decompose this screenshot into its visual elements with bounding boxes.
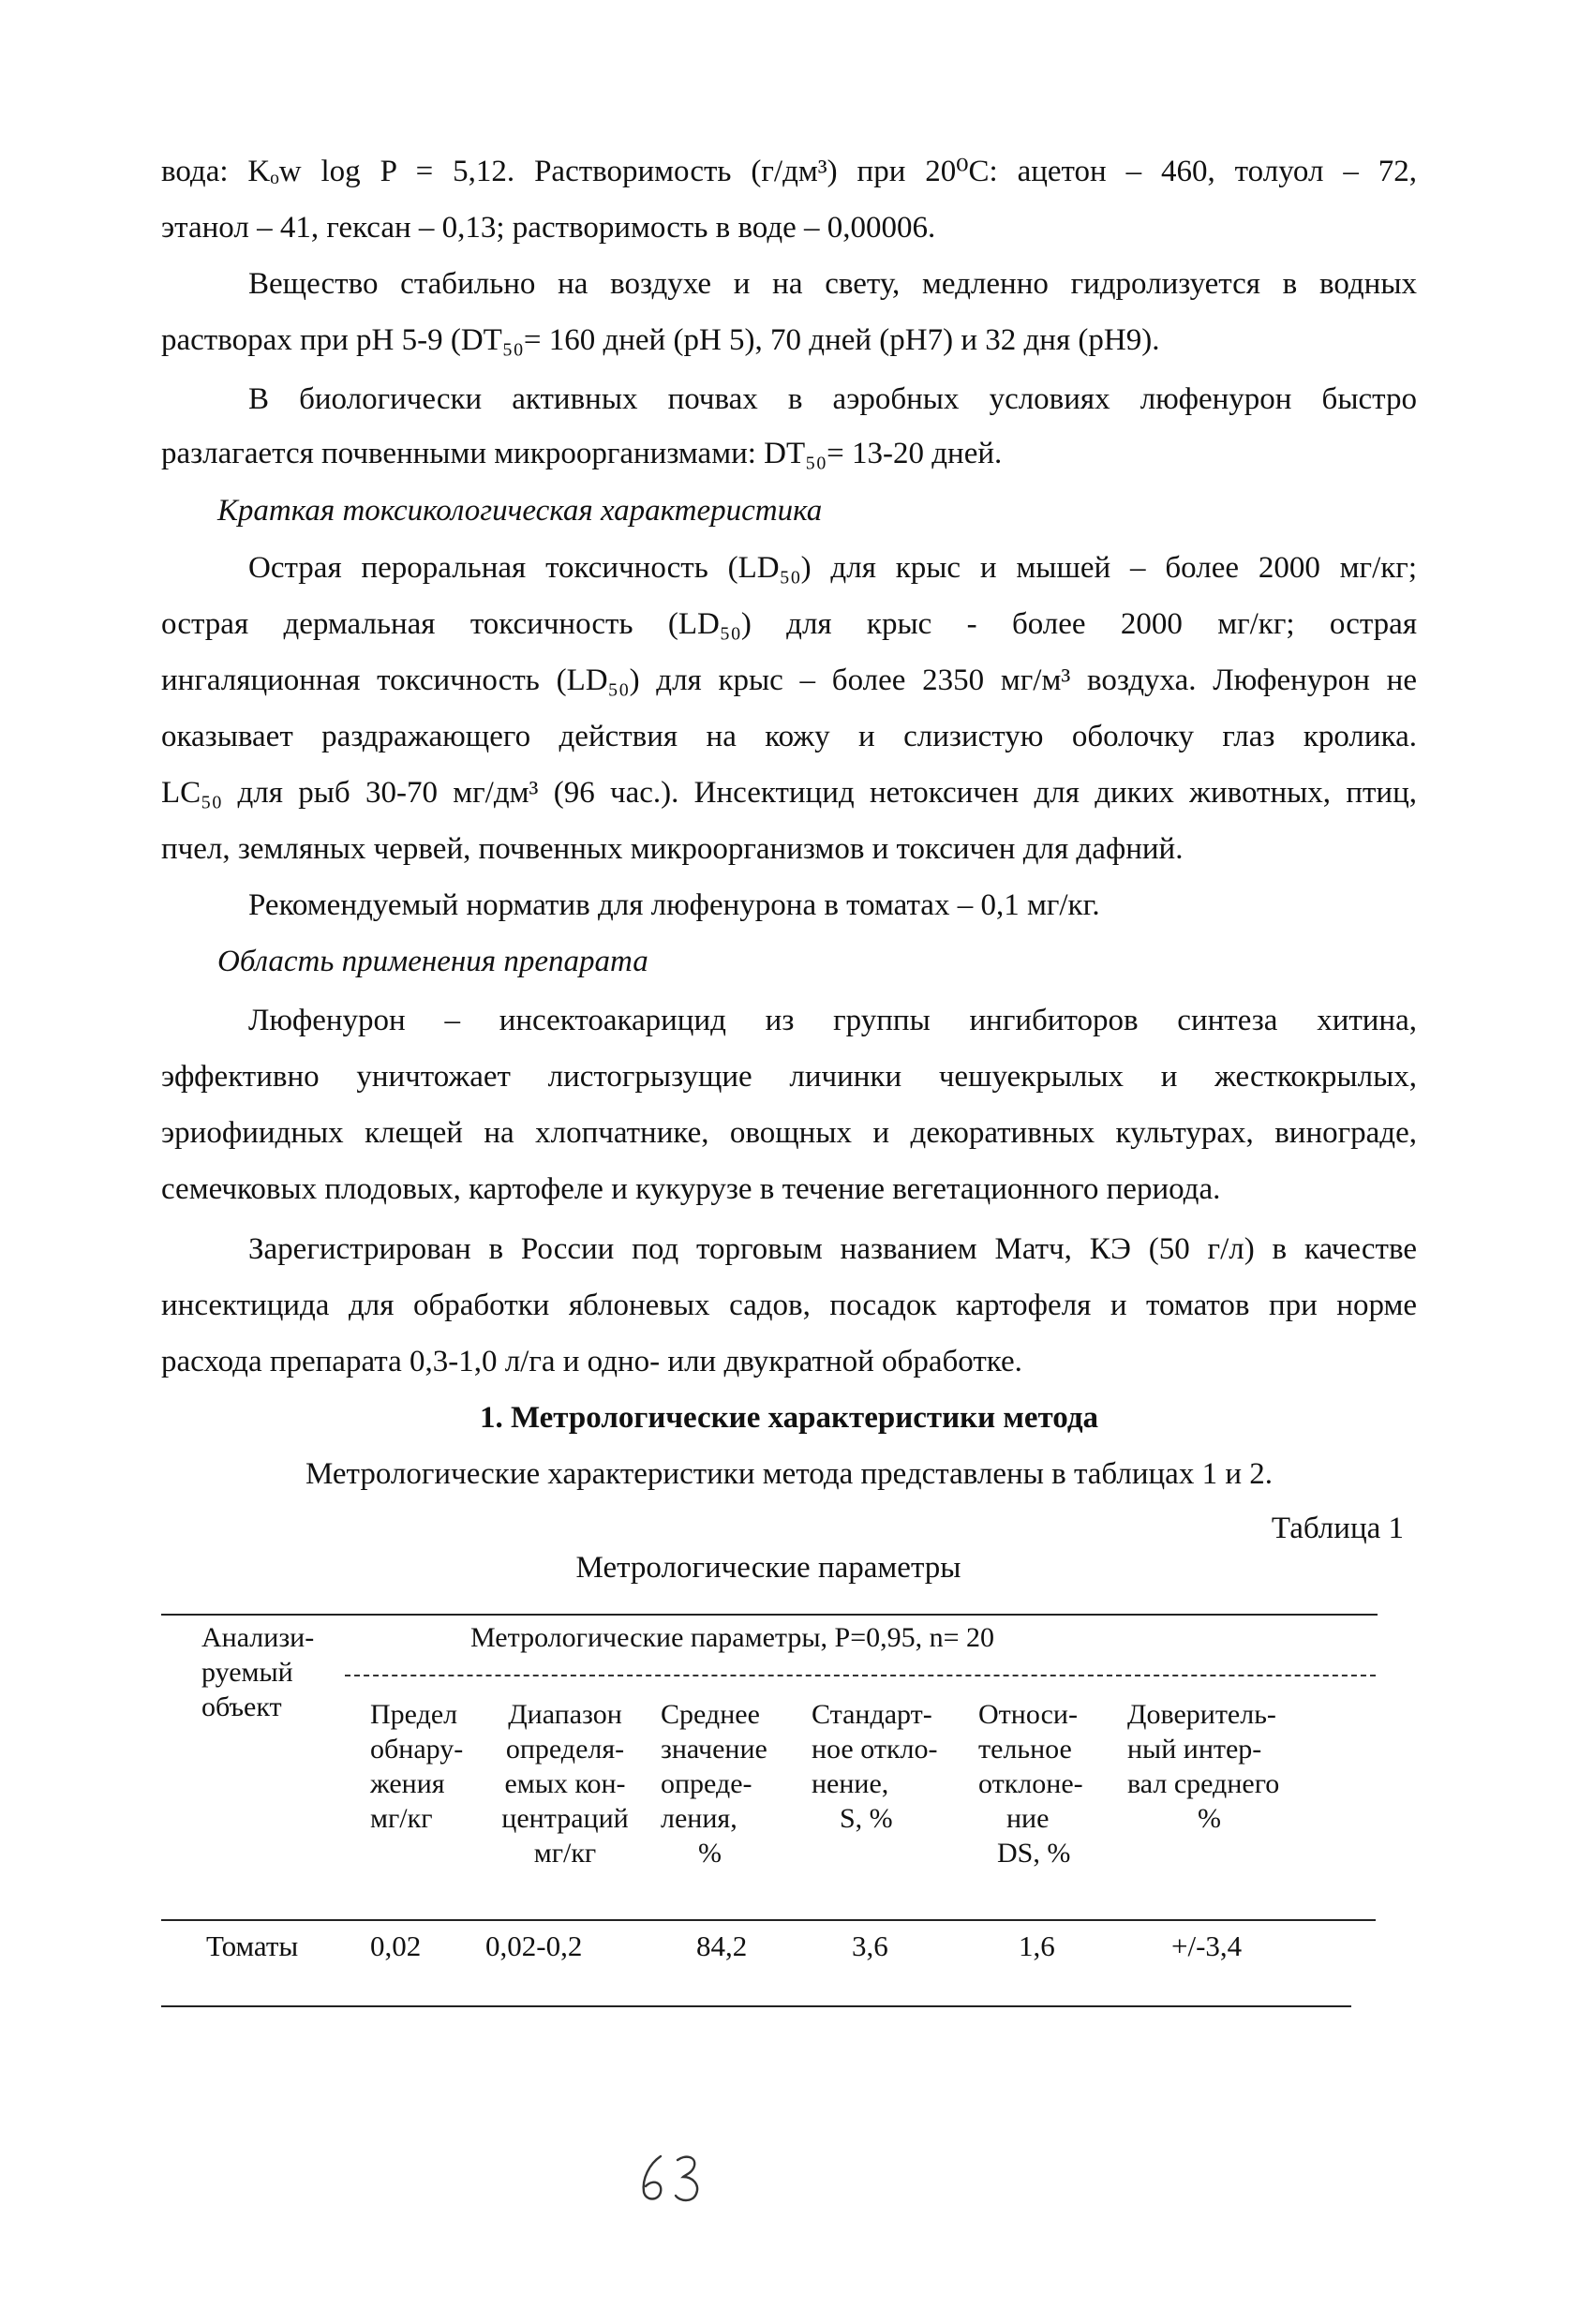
text-line: Люфенурон – инсектоакарицид из группы ингибиторов синтеза хитина, xyxy=(248,1004,1417,1037)
table-cell: 84,2 xyxy=(696,1929,748,1962)
text-line: семечковых плодовых, картофеле и кукурузе в течение вегетационного периода. xyxy=(161,1172,1221,1206)
text-line: вода: Kₒw log P = 5,12. Растворимость (г/дм³) при 20⁰С: ацетон – 460, толуол – 72, xyxy=(161,155,1417,188)
table-column-header: Стандарт- ное откло- нение, S, % xyxy=(812,1699,938,1834)
text-line: LC₅₀ для рыб 30-70 мг/дм³ (96 час.). Инсектицид нетоксичен для диких животных, птиц, xyxy=(161,776,1417,810)
section-intro: Метрологические характеристики метода представлены в таблицах 1 и 2. xyxy=(305,1457,1273,1491)
table-bottom-rule xyxy=(161,2005,1351,2007)
section-title: 1. Метрологические характеристики метода xyxy=(479,1401,1099,1435)
text-line: В биологически активных почвах в аэробных условиях люфенурон быстро xyxy=(248,382,1417,416)
text-line: Острая пероральная токсичность (LD₅₀) для крыс и мышей – более 2000 мг/кг; xyxy=(248,551,1417,585)
table-top-rule xyxy=(161,1614,1378,1616)
table-label: Таблица 1 xyxy=(1271,1512,1404,1545)
text-line: расхода препарата 0,3-1,0 л/га и одно- или двукратной обработке. xyxy=(161,1345,1022,1378)
table-column-header: Диапазон определя- емых кон- центраций мг/кг xyxy=(501,1699,629,1869)
page-number-handwritten xyxy=(633,2151,717,2207)
table-group-rule xyxy=(345,1675,1376,1676)
table-cell: 3,6 xyxy=(852,1929,888,1962)
table-header-object: Анализи- руемый объект xyxy=(201,1622,315,1722)
section-heading: Краткая токсикологическая характеристика xyxy=(217,494,823,528)
text-line: острая дермальная токсичность (LD₅₀) для крыс - более 2000 мг/кг; острая xyxy=(161,607,1417,641)
table-cell: 1,6 xyxy=(1019,1929,1055,1962)
text-line: эриофиидных клещей на хлопчатнике, овощных и декоративных культурах, винограде, xyxy=(161,1116,1417,1150)
table-cell-object: Томаты xyxy=(206,1929,299,1962)
text-line: оказывает раздражающего действия на кожу и слизистую оболочку глаз кролика. xyxy=(161,720,1417,753)
section-heading: Область применения препарата xyxy=(217,945,648,978)
table-group-header: Метрологические параметры, Р=0,95, n= 20 xyxy=(470,1622,995,1653)
table-column-header: Доверитель- ный интер- вал среднего % xyxy=(1127,1699,1280,1834)
text-line: этанол – 41, гексан – 0,13; растворимость в воде – 0,00006. xyxy=(161,211,936,245)
text-line: растворах при pH 5-9 (DT₅₀= 160 дней (pH 5), 70 дней (pH7) и 32 дня (pH9). xyxy=(161,323,1160,357)
text-line: ингаляционная токсичность (LD₅₀) для крыс – более 2350 мг/м³ воздуха. Люфенурон не xyxy=(161,663,1417,697)
text-line: Рекомендуемый норматив для люфенурона в томатах – 0,1 мг/кг. xyxy=(248,888,1100,922)
text-line: разлагается почвенными микроорганизмами: DT₅₀= 13-20 дней. xyxy=(161,437,1003,470)
text-line: пчел, земляных червей, почвенных микроорганизмов и токсичен для дафний. xyxy=(161,832,1184,866)
table-column-header: Относи- тельное отклоне- ние DS, % xyxy=(978,1699,1083,1869)
table-column-header: Среднее значение опреде- ления, % xyxy=(661,1699,767,1869)
text-line: эффективно уничтожает листогрызущие личинки чешуекрылых и жесткокрылых, xyxy=(161,1060,1417,1094)
table-caption: Метрологические параметры xyxy=(575,1551,961,1585)
text-line: инсектицида для обработки яблоневых садов, посадок картофеля и томатов при норме xyxy=(161,1289,1417,1322)
table-column-header: Предел обнару- жения мг/кг xyxy=(370,1699,464,1834)
table-cell: 0,02-0,2 xyxy=(485,1929,583,1962)
text-line: Вещество стабильно на воздухе и на свету, медленно гидролизуется в водных xyxy=(248,267,1417,301)
table-header-rule xyxy=(161,1919,1376,1921)
table-cell: 0,02 xyxy=(370,1929,422,1962)
table-cell: +/-3,4 xyxy=(1171,1929,1243,1962)
text-line: Зарегистрирован в России под торговым названием Матч, КЭ (50 г/л) в качестве xyxy=(248,1232,1417,1266)
